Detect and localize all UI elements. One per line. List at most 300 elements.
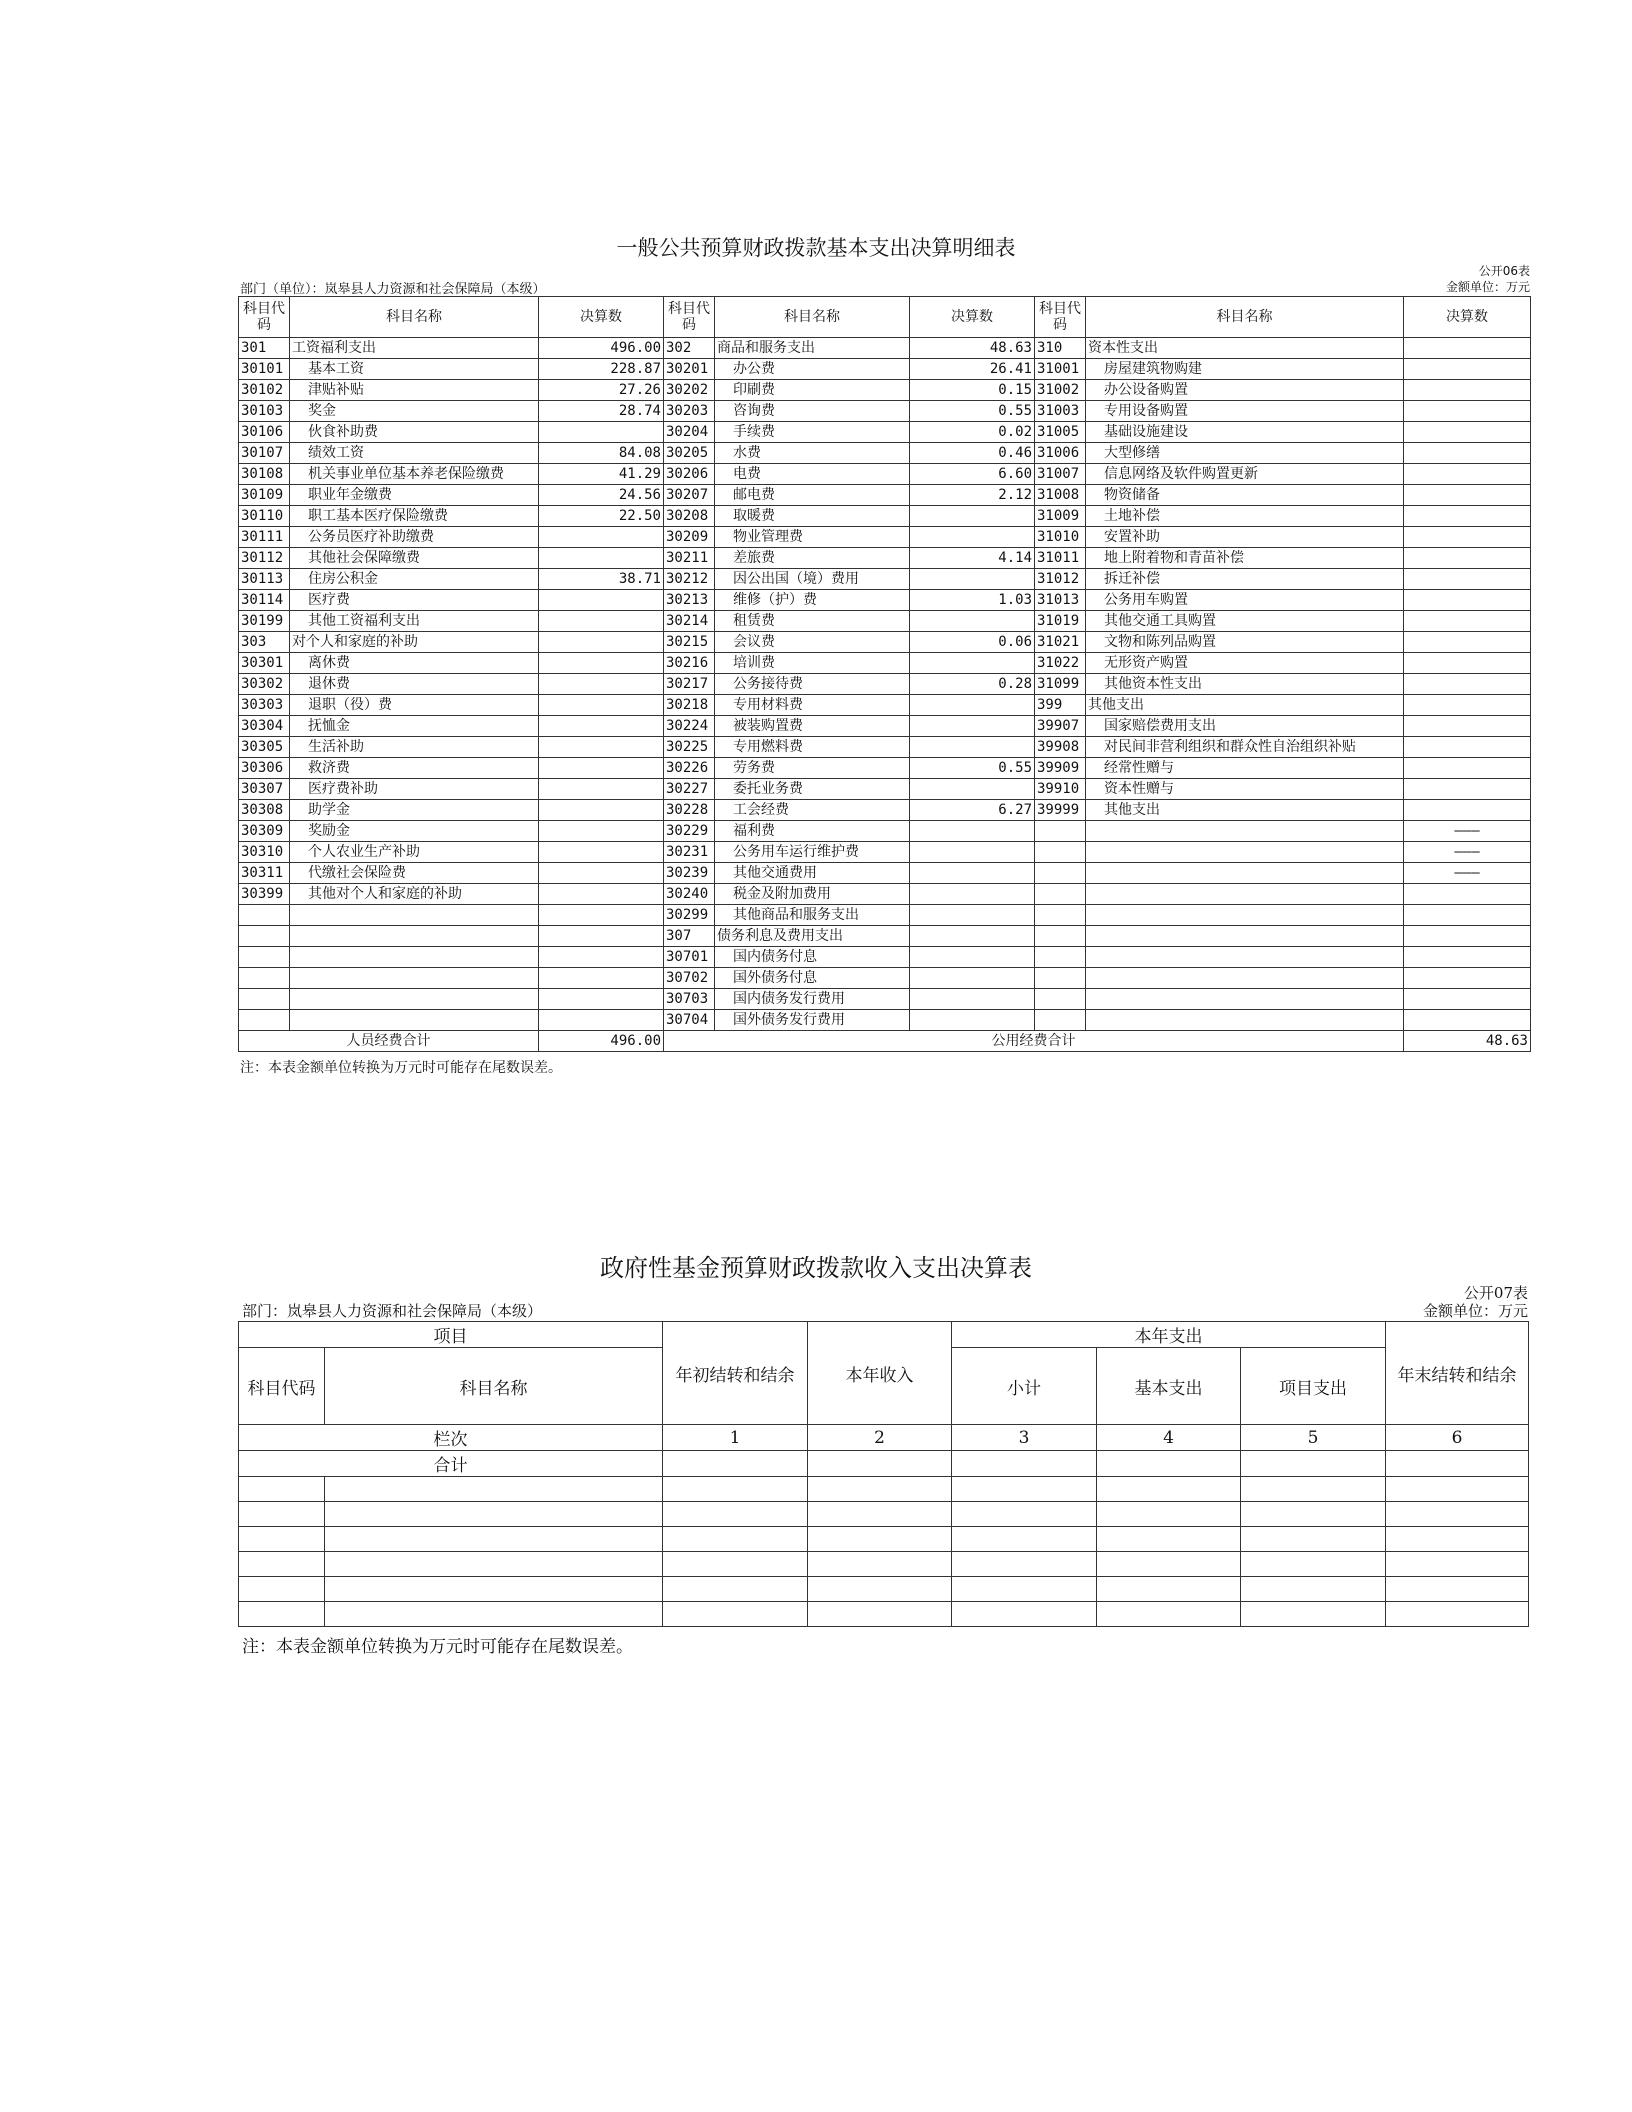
table-row: [239, 1527, 1529, 1552]
cell-amount: [1404, 989, 1531, 1010]
cell-code: [1035, 947, 1086, 968]
cell-name: 委托业务费: [715, 779, 910, 800]
table2-container: [238, 1321, 1529, 1627]
empty-cell: [663, 1527, 808, 1552]
empty-cell: [239, 1527, 325, 1552]
cell-amount: [910, 926, 1035, 947]
cell-amount: 6.27: [910, 800, 1035, 821]
cell-name: 其他支出: [1086, 695, 1404, 716]
cell-code: [239, 905, 290, 926]
column-number: 1: [663, 1425, 808, 1451]
cell-name: 国家赔偿费用支出: [1086, 716, 1404, 737]
cell-code: 31012: [1035, 569, 1086, 590]
cell-amount: [539, 989, 664, 1010]
cell-code: 30229: [664, 821, 715, 842]
empty-cell: [808, 1602, 952, 1627]
empty-cell: [1097, 1602, 1241, 1627]
table1-note: 注：本表金额单位转换为万元时可能存在尾数误差。: [240, 1060, 562, 1076]
cell-name: [290, 905, 539, 926]
cell-name: [1086, 968, 1404, 989]
table-row: [239, 569, 1531, 590]
cell-code: 30239: [664, 863, 715, 884]
cell-amount: [539, 422, 664, 443]
cell-name: 对个人和家庭的补助: [290, 632, 539, 653]
cell-name: 医疗费: [290, 590, 539, 611]
cell-amount: [539, 842, 664, 863]
cell-name: [1086, 842, 1404, 863]
cell-code: 39907: [1035, 716, 1086, 737]
cell-code: 39910: [1035, 779, 1086, 800]
column-number: 2: [808, 1425, 952, 1451]
cell-code: [239, 1010, 290, 1031]
header-name: 科目名称: [290, 297, 539, 338]
cell-amount: [910, 716, 1035, 737]
empty-cell: [1386, 1552, 1529, 1577]
cell-amount: [539, 821, 664, 842]
empty-cell: [1097, 1477, 1241, 1502]
cell-amount: [1404, 905, 1531, 926]
total-cell: [663, 1451, 808, 1477]
cell-name: 工资福利支出: [290, 338, 539, 359]
cell-code: 30216: [664, 653, 715, 674]
cell-code: 30107: [239, 443, 290, 464]
empty-cell: [808, 1527, 952, 1552]
empty-cell: [952, 1552, 1097, 1577]
header-expense: 本年支出: [952, 1322, 1386, 1348]
cell-code: 31022: [1035, 653, 1086, 674]
cell-amount: [1404, 590, 1531, 611]
table-row: [239, 1010, 1531, 1031]
cell-name: [290, 926, 539, 947]
cell-code: 30112: [239, 548, 290, 569]
table-row: [239, 821, 1531, 842]
table-row: [239, 548, 1531, 569]
cell-code: 301: [239, 338, 290, 359]
cell-code: 30240: [664, 884, 715, 905]
empty-cell: [239, 1477, 325, 1502]
cell-name: 个人农业生产补助: [290, 842, 539, 863]
cell-name: 被装购置费: [715, 716, 910, 737]
cell-amount: [1404, 968, 1531, 989]
public-total-value: 48.63: [1404, 1031, 1531, 1052]
cell-code: 30204: [664, 422, 715, 443]
table-row: [239, 632, 1531, 653]
cell-amount: [539, 968, 664, 989]
header-opening: 年初结转和结余: [663, 1322, 808, 1425]
cell-code: 30218: [664, 695, 715, 716]
header-name: 科目名称: [325, 1348, 663, 1425]
table2-header-row-1: [239, 1322, 1529, 1348]
cell-code: 31009: [1035, 506, 1086, 527]
cell-name: [290, 989, 539, 1010]
cell-code: 30110: [239, 506, 290, 527]
cell-amount: [539, 947, 664, 968]
cell-amount: [1404, 485, 1531, 506]
cell-amount: [539, 1010, 664, 1031]
public-total-label: 公用经费合计: [664, 1031, 1404, 1052]
cell-amount: [910, 968, 1035, 989]
cell-code: 303: [239, 632, 290, 653]
header-amount: 决算数: [910, 297, 1035, 338]
cell-code: 30214: [664, 611, 715, 632]
basic-expenditure-table: [238, 296, 1531, 1052]
table-row: [239, 716, 1531, 737]
cell-code: 30703: [664, 989, 715, 1010]
cell-amount: 0.46: [910, 443, 1035, 464]
cell-name: 专用燃料费: [715, 737, 910, 758]
cell-code: 30704: [664, 1010, 715, 1031]
cell-name: 无形资产购置: [1086, 653, 1404, 674]
cell-code: 30199: [239, 611, 290, 632]
cell-amount: 0.55: [910, 401, 1035, 422]
total-cell: [1241, 1451, 1386, 1477]
cell-name: 机关事业单位基本养老保险缴费: [290, 464, 539, 485]
cell-code: 30113: [239, 569, 290, 590]
cell-name: 抚恤金: [290, 716, 539, 737]
cell-name: 其他交通费用: [715, 863, 910, 884]
cell-amount: [910, 737, 1035, 758]
empty-cell: [1241, 1502, 1386, 1527]
cell-amount: [539, 737, 664, 758]
cell-amount: [1404, 716, 1531, 737]
cell-amount: 228.87: [539, 359, 664, 380]
empty-cell: [1386, 1602, 1529, 1627]
cell-name: 水费: [715, 443, 910, 464]
cell-amount: [910, 821, 1035, 842]
cell-name: 其他资本性支出: [1086, 674, 1404, 695]
cell-amount: [1404, 443, 1531, 464]
table1-header-row: [239, 297, 1531, 338]
table-row: [239, 968, 1531, 989]
empty-cell: [239, 1577, 325, 1602]
cell-code: 31013: [1035, 590, 1086, 611]
cell-code: 30103: [239, 401, 290, 422]
cell-code: 30209: [664, 527, 715, 548]
table-row: [239, 842, 1531, 863]
header-name: 科目名称: [1086, 297, 1404, 338]
cell-code: 30701: [664, 947, 715, 968]
cell-name: 电费: [715, 464, 910, 485]
cell-amount: 1.03: [910, 590, 1035, 611]
table1-department: 部门（单位）：岚皋县人力资源和社会保障局（本级）: [240, 282, 546, 297]
cell-code: 31011: [1035, 548, 1086, 569]
header-name: 科目名称: [715, 297, 910, 338]
cell-amount: [539, 800, 664, 821]
cell-amount: [539, 632, 664, 653]
empty-cell: [952, 1602, 1097, 1627]
cell-code: [239, 989, 290, 1010]
cell-code: 302: [664, 338, 715, 359]
cell-name: 印刷费: [715, 380, 910, 401]
cell-name: 专用设备购置: [1086, 401, 1404, 422]
table2-note: 注：本表金额单位转换为万元时可能存在尾数误差。: [242, 1637, 633, 1657]
cell-name: 因公出国（境）费用: [715, 569, 910, 590]
cell-amount: 48.63: [910, 338, 1035, 359]
empty-cell: [1097, 1502, 1241, 1527]
cell-code: [239, 947, 290, 968]
empty-cell: [1241, 1527, 1386, 1552]
cell-code: 310: [1035, 338, 1086, 359]
cell-amount: [539, 779, 664, 800]
column-number: 6: [1386, 1425, 1529, 1451]
cell-name: 咨询费: [715, 401, 910, 422]
table1-container: [238, 296, 1531, 1052]
cell-name: 对民间非营利组织和群众性自治组织补贴: [1086, 737, 1404, 758]
cell-code: 30108: [239, 464, 290, 485]
cell-name: [1086, 1010, 1404, 1031]
total-cell: [952, 1451, 1097, 1477]
cell-name: [290, 968, 539, 989]
cell-name: [1086, 989, 1404, 1010]
cell-code: 30306: [239, 758, 290, 779]
cell-code: 31021: [1035, 632, 1086, 653]
cell-code: 30301: [239, 653, 290, 674]
table-row: [239, 947, 1531, 968]
empty-cell: [325, 1552, 663, 1577]
table-row: [239, 380, 1531, 401]
cell-code: 31008: [1035, 485, 1086, 506]
cell-code: 30207: [664, 485, 715, 506]
header-subtotal: 小计: [952, 1348, 1097, 1425]
empty-cell: [663, 1502, 808, 1527]
empty-cell: [239, 1602, 325, 1627]
cell-code: 31099: [1035, 674, 1086, 695]
cell-code: [1035, 905, 1086, 926]
cell-name: 土地补偿: [1086, 506, 1404, 527]
cell-amount: [1404, 380, 1531, 401]
table2-column-number-row: [239, 1425, 1529, 1451]
table-row: [239, 527, 1531, 548]
table-row: [239, 1552, 1529, 1577]
cell-name: 取暖费: [715, 506, 910, 527]
header-income: 本年收入: [808, 1322, 952, 1425]
cell-name: 维修（护）费: [715, 590, 910, 611]
table-row: [239, 695, 1531, 716]
cell-code: 30227: [664, 779, 715, 800]
cell-code: 30231: [664, 842, 715, 863]
header-code: 科目代码: [1035, 297, 1086, 338]
cell-code: 30303: [239, 695, 290, 716]
cell-name: 会议费: [715, 632, 910, 653]
column-number: 3: [952, 1425, 1097, 1451]
cell-amount: 28.74: [539, 401, 664, 422]
cell-amount: [1404, 758, 1531, 779]
cell-code: 30211: [664, 548, 715, 569]
cell-name: 拆迁补偿: [1086, 569, 1404, 590]
cell-amount: [539, 884, 664, 905]
cell-name: 经常性赠与: [1086, 758, 1404, 779]
cell-name: 信息网络及软件购置更新: [1086, 464, 1404, 485]
cell-amount: [539, 926, 664, 947]
cell-name: 退休费: [290, 674, 539, 695]
cell-code: 30106: [239, 422, 290, 443]
table-row: [239, 674, 1531, 695]
cell-amount: [1404, 800, 1531, 821]
cell-amount: [1404, 611, 1531, 632]
cell-code: 30228: [664, 800, 715, 821]
cell-code: 39909: [1035, 758, 1086, 779]
total-cell: [1386, 1451, 1529, 1477]
cell-amount: [539, 905, 664, 926]
cell-code: 31005: [1035, 422, 1086, 443]
cell-name: 物业管理费: [715, 527, 910, 548]
cell-amount: 2.12: [910, 485, 1035, 506]
cell-amount: [1404, 359, 1531, 380]
cell-amount: 6.60: [910, 464, 1035, 485]
cell-name: 绩效工资: [290, 443, 539, 464]
cell-code: 30114: [239, 590, 290, 611]
cell-name: 办公费: [715, 359, 910, 380]
cell-name: 资本性支出: [1086, 338, 1404, 359]
cell-name: 差旅费: [715, 548, 910, 569]
cell-name: 商品和服务支出: [715, 338, 910, 359]
cell-code: 30224: [664, 716, 715, 737]
empty-cell: [1097, 1577, 1241, 1602]
cell-code: [1035, 842, 1086, 863]
table-row: [239, 905, 1531, 926]
empty-cell: [1241, 1552, 1386, 1577]
cell-amount: [910, 842, 1035, 863]
cell-amount: [539, 716, 664, 737]
empty-cell: [1241, 1577, 1386, 1602]
cell-name: [1086, 821, 1404, 842]
cell-amount: [1404, 884, 1531, 905]
total-cell: [808, 1451, 952, 1477]
table-row: [239, 779, 1531, 800]
cell-amount: [1404, 527, 1531, 548]
cell-amount: 0.15: [910, 380, 1035, 401]
cell-name: 劳务费: [715, 758, 910, 779]
cell-amount: [1404, 947, 1531, 968]
empty-cell: [663, 1577, 808, 1602]
cell-amount: [910, 779, 1035, 800]
cell-name: 奖励金: [290, 821, 539, 842]
cell-amount: [539, 548, 664, 569]
cell-code: 31007: [1035, 464, 1086, 485]
cell-amount: 22.50: [539, 506, 664, 527]
table-row: [239, 590, 1531, 611]
table-row: [239, 506, 1531, 527]
cell-name: 安置补助: [1086, 527, 1404, 548]
cell-code: 30226: [664, 758, 715, 779]
cell-amount: [1404, 737, 1531, 758]
empty-cell: [1386, 1527, 1529, 1552]
cell-amount: 0.28: [910, 674, 1035, 695]
cell-name: 公务接待费: [715, 674, 910, 695]
table2-title: 政府性基金预算财政拨款收入支出决算表: [600, 1254, 1032, 1282]
cell-name: 助学金: [290, 800, 539, 821]
cell-amount: [1404, 338, 1531, 359]
table-row: [239, 863, 1531, 884]
cell-amount: [1404, 464, 1531, 485]
personnel-total-value: 496.00: [539, 1031, 664, 1052]
table2-unit: 金额单位：万元: [1422, 1302, 1528, 1320]
header-amount: 决算数: [1404, 297, 1531, 338]
cell-code: 30109: [239, 485, 290, 506]
cell-name: 地上附着物和青苗补偿: [1086, 548, 1404, 569]
cell-amount: [539, 611, 664, 632]
cell-code: 30311: [239, 863, 290, 884]
cell-name: 工会经费: [715, 800, 910, 821]
cell-code: 31002: [1035, 380, 1086, 401]
cell-amount: 4.14: [910, 548, 1035, 569]
cell-name: 物资储备: [1086, 485, 1404, 506]
cell-amount: [1404, 926, 1531, 947]
cell-code: 31001: [1035, 359, 1086, 380]
cell-amount: 38.71: [539, 569, 664, 590]
cell-amount: [539, 674, 664, 695]
cell-amount: [910, 884, 1035, 905]
cell-amount: 0.02: [910, 422, 1035, 443]
cell-name: 税金及附加费用: [715, 884, 910, 905]
cell-code: 31003: [1035, 401, 1086, 422]
cell-amount: [1404, 1010, 1531, 1031]
total-cell: [1097, 1451, 1241, 1477]
header-code: 科目代码: [239, 297, 290, 338]
cell-name: 公务用车运行维护费: [715, 842, 910, 863]
empty-cell: [239, 1552, 325, 1577]
cell-amount: [910, 569, 1035, 590]
empty-cell: [1386, 1502, 1529, 1527]
cell-amount: [1404, 632, 1531, 653]
cell-name: 大型修缮: [1086, 443, 1404, 464]
cell-code: 30217: [664, 674, 715, 695]
table-row: [239, 989, 1531, 1010]
table-row: [239, 926, 1531, 947]
cell-code: 30309: [239, 821, 290, 842]
cell-amount: [1404, 653, 1531, 674]
empty-cell: [663, 1477, 808, 1502]
cell-code: 30225: [664, 737, 715, 758]
cell-name: 代缴社会保险费: [290, 863, 539, 884]
cell-code: 307: [664, 926, 715, 947]
cell-amount: 0.55: [910, 758, 1035, 779]
cell-name: [1086, 905, 1404, 926]
cell-code: 30307: [239, 779, 290, 800]
cell-code: 30702: [664, 968, 715, 989]
cell-amount: [539, 758, 664, 779]
cell-code: 31010: [1035, 527, 1086, 548]
empty-cell: [808, 1552, 952, 1577]
cell-name: 离休费: [290, 653, 539, 674]
table-row: [239, 611, 1531, 632]
cell-amount: ———: [1404, 842, 1531, 863]
cell-code: 30299: [664, 905, 715, 926]
column-label: 栏次: [239, 1425, 663, 1451]
cell-name: 奖金: [290, 401, 539, 422]
empty-cell: [808, 1502, 952, 1527]
cell-code: 30205: [664, 443, 715, 464]
cell-amount: [1404, 695, 1531, 716]
cell-code: 30215: [664, 632, 715, 653]
cell-code: [1035, 968, 1086, 989]
cell-name: 其他支出: [1086, 800, 1404, 821]
cell-name: 债务利息及费用支出: [715, 926, 910, 947]
cell-code: 30111: [239, 527, 290, 548]
cell-code: 30208: [664, 506, 715, 527]
empty-cell: [325, 1602, 663, 1627]
cell-amount: [910, 506, 1035, 527]
cell-name: 住房公积金: [290, 569, 539, 590]
empty-cell: [663, 1552, 808, 1577]
column-number: 5: [1241, 1425, 1386, 1451]
cell-name: [290, 947, 539, 968]
cell-amount: [910, 989, 1035, 1010]
cell-name: 文物和陈列品购置: [1086, 632, 1404, 653]
cell-name: 其他工资福利支出: [290, 611, 539, 632]
cell-amount: [539, 863, 664, 884]
cell-amount: [539, 527, 664, 548]
